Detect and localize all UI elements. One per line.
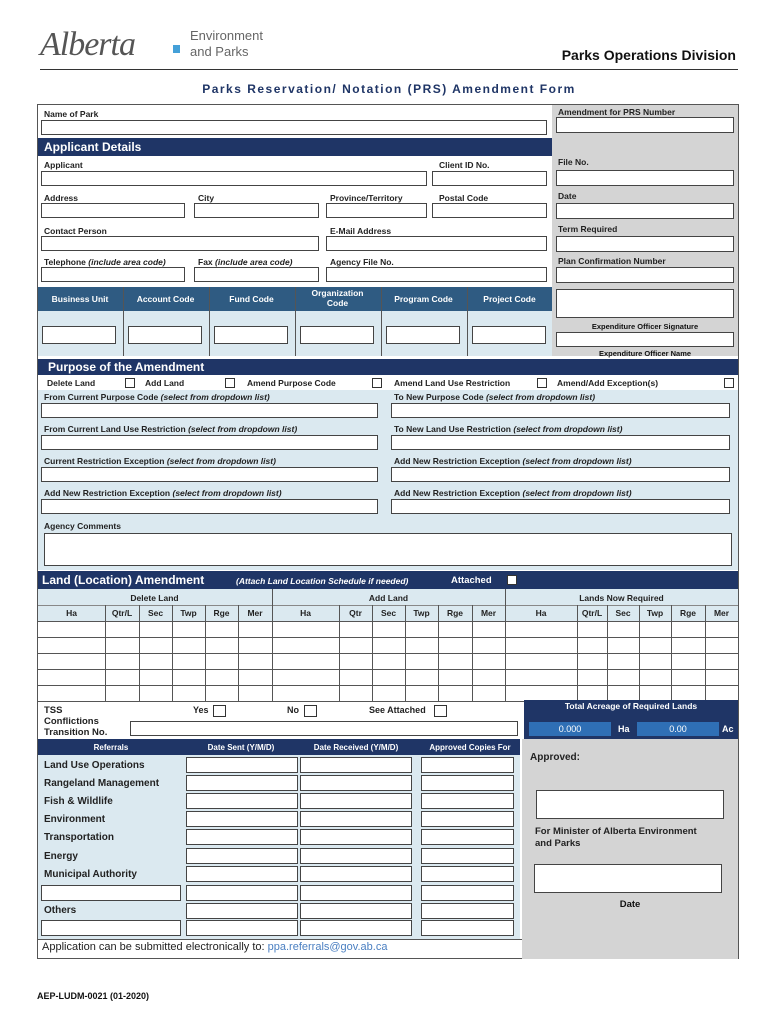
land-grid-col xyxy=(705,605,706,701)
ministry-line2: and Parks xyxy=(190,44,249,59)
date-received-field[interactable] xyxy=(300,829,412,845)
transition-field[interactable] xyxy=(130,721,518,736)
applicant-field[interactable] xyxy=(41,171,427,186)
account-code-header: Account Code xyxy=(136,294,195,304)
land-section-title: Land (Location) Amendment xyxy=(42,573,205,587)
col-header: Sec xyxy=(380,608,397,618)
email-field[interactable] xyxy=(326,236,547,251)
fax-text: Fax xyxy=(198,257,213,267)
col-header: Mer xyxy=(247,608,263,618)
city-field[interactable] xyxy=(194,203,319,218)
coding-divider xyxy=(381,287,382,356)
fax-label xyxy=(198,257,293,267)
current-exception-text: Current Restriction Exception xyxy=(44,456,165,466)
to-restriction-label xyxy=(394,424,622,434)
referral-label: Environment xyxy=(44,814,106,825)
land-grid-col xyxy=(139,605,140,701)
applicant-section-title: Applicant Details xyxy=(44,140,142,154)
add-land-checkbox[interactable] xyxy=(225,378,235,388)
amend-purpose-label: Amend Purpose Code xyxy=(247,378,336,388)
approved-copies-field[interactable] xyxy=(421,757,514,773)
date-sent-field[interactable] xyxy=(186,811,298,827)
land-grid-line xyxy=(38,653,738,654)
referrals-header: Referrals xyxy=(93,743,129,752)
approval-date-label: Date xyxy=(619,899,641,910)
exp-name-label: Expenditure Officer Name xyxy=(598,349,692,358)
approved-copies-field[interactable] xyxy=(421,903,514,919)
approved-copies-field[interactable] xyxy=(421,885,514,901)
delete-land-group-header: Delete Land xyxy=(130,593,179,603)
see-attached-label: See Attached xyxy=(369,705,426,715)
date-sent-field[interactable] xyxy=(186,793,298,809)
from-purpose-label xyxy=(44,392,270,402)
total-acreage-label: Total Acreage of Required Lands xyxy=(564,701,698,711)
referral-custom-field[interactable] xyxy=(41,920,181,936)
add-exception-select-2[interactable] xyxy=(41,499,378,514)
coding-divider xyxy=(123,287,124,356)
add-exception-text: Add New Restriction Exception xyxy=(394,488,521,498)
land-grid-line xyxy=(38,621,738,622)
approved-copies-field[interactable] xyxy=(421,775,514,791)
land-grid-col xyxy=(205,605,206,701)
address-field[interactable] xyxy=(41,203,185,218)
date-sent-field[interactable] xyxy=(186,920,298,936)
approval-panel xyxy=(522,739,738,959)
agency-comments-label: Agency Comments xyxy=(44,521,121,531)
fax-hint: (include area code) xyxy=(215,257,293,267)
alberta-logo xyxy=(40,26,290,70)
date-received-field[interactable] xyxy=(300,866,412,882)
client-id-label: Client ID No. xyxy=(439,160,490,170)
tss-no-checkbox[interactable] xyxy=(304,705,317,717)
postal-field[interactable] xyxy=(432,203,547,218)
project-code-field[interactable] xyxy=(472,326,546,344)
exp-signature-label: Expenditure Officer Signature xyxy=(591,322,699,331)
from-restriction-label xyxy=(44,424,297,434)
form-number: AEP-LUDM-0021 (01-2020) xyxy=(37,991,150,1001)
col-header: Mer xyxy=(713,608,730,618)
col-header: Sec xyxy=(615,608,631,618)
logo-wordmark: Alberta xyxy=(40,26,135,63)
date-received-field[interactable] xyxy=(300,920,412,936)
prs-number-label: Amendment for PRS Number xyxy=(558,107,676,117)
date-received-field[interactable] xyxy=(300,775,412,791)
for-minister-line1: For Minister of Alberta Environment xyxy=(535,826,697,837)
col-header: Rge xyxy=(446,608,464,618)
col-header: Twp xyxy=(180,608,197,618)
land-grid-col xyxy=(372,605,373,701)
approved-copies-field[interactable] xyxy=(421,811,514,827)
submit-line xyxy=(42,941,387,953)
land-grid-col xyxy=(272,589,273,701)
approval-date-field[interactable] xyxy=(534,864,722,893)
exp-signature-field[interactable] xyxy=(556,289,734,318)
land-attached-checkbox[interactable] xyxy=(507,575,517,585)
land-grid-line xyxy=(38,637,738,638)
col-header: Qtr xyxy=(349,608,362,618)
to-purpose-label xyxy=(394,392,595,402)
see-attached-checkbox[interactable] xyxy=(434,705,447,717)
agency-comments-field[interactable] xyxy=(44,533,732,566)
from-purpose-select[interactable] xyxy=(41,403,378,418)
agency-file-label: Agency File No. xyxy=(330,257,394,267)
add-exception-label-1 xyxy=(394,456,632,466)
total-ha-value: 0.000 xyxy=(529,722,611,736)
delete-land-label: Delete Land xyxy=(47,378,96,388)
col-header: Rge xyxy=(679,608,697,618)
current-exception-label xyxy=(44,456,276,466)
tss-yes-checkbox[interactable] xyxy=(213,705,226,717)
amend-exception-checkbox[interactable] xyxy=(724,378,734,388)
land-grid-col xyxy=(238,605,239,701)
logo-mark-icon xyxy=(173,45,180,53)
submit-text: Application can be submitted electronically to: xyxy=(42,941,265,953)
add-exception-select-1[interactable] xyxy=(391,467,730,482)
total-ha-unit: Ha xyxy=(618,724,630,734)
land-grid-col xyxy=(105,605,106,701)
business-unit-header: Business Unit xyxy=(51,294,109,304)
telephone-hint: (include area code) xyxy=(88,257,166,267)
land-grid-line xyxy=(38,669,738,670)
org-code-header-2: Code xyxy=(326,298,349,308)
date-sent-field[interactable] xyxy=(186,903,298,919)
referral-label: Others xyxy=(44,905,77,916)
col-header: Qtr/L xyxy=(581,608,603,618)
total-ac-unit: Ac xyxy=(722,724,734,734)
land-grid-body[interactable] xyxy=(38,621,738,701)
fund-code-header: Fund Code xyxy=(229,294,274,304)
fund-code-field[interactable] xyxy=(214,326,288,344)
referral-label: Municipal Authority xyxy=(44,869,137,880)
file-no-label: File No. xyxy=(558,157,589,167)
dropdown-hint: (select from dropdown list) xyxy=(522,456,632,466)
to-purpose-select[interactable] xyxy=(391,403,730,418)
col-header: Ha xyxy=(300,608,311,618)
address-label: Address xyxy=(44,193,79,203)
date-sent-header: Date Sent (Y/M/D) xyxy=(207,743,275,752)
referral-custom-field[interactable] xyxy=(41,885,181,901)
telephone-label xyxy=(44,257,166,267)
ministry-line1: Environment xyxy=(190,28,263,43)
land-grid-col xyxy=(472,605,473,701)
dropdown-hint: (select from dropdown list) xyxy=(166,456,276,466)
land-grid-col xyxy=(172,605,173,701)
date-field[interactable] xyxy=(556,203,734,219)
land-grid-col xyxy=(577,605,578,701)
dropdown-hint: (select from dropdown list) xyxy=(522,488,632,498)
land-grid-col xyxy=(607,605,608,701)
contact-field[interactable] xyxy=(41,236,319,251)
land-grid-col xyxy=(505,589,506,701)
approved-copies-field[interactable] xyxy=(421,920,514,936)
approved-copies-field[interactable] xyxy=(421,829,514,845)
dropdown-hint: (select from dropdown list) xyxy=(188,424,298,434)
business-unit-field[interactable] xyxy=(42,326,116,344)
division-title: Parks Operations Division xyxy=(561,47,736,63)
tss-label: TSS xyxy=(44,705,63,716)
add-exception-label-3 xyxy=(394,488,632,498)
add-exception-select-3[interactable] xyxy=(391,499,730,514)
land-grid-col xyxy=(405,605,406,701)
lands-now-group-header: Lands Now Required xyxy=(579,593,664,603)
fax-field[interactable] xyxy=(194,267,319,282)
referral-label: Transportation xyxy=(44,832,115,843)
total-ac-value: 0.00 xyxy=(637,722,719,736)
to-restriction-select[interactable] xyxy=(391,435,730,450)
dropdown-hint: (select from dropdown list) xyxy=(513,424,623,434)
telephone-field[interactable] xyxy=(41,267,185,282)
coding-divider xyxy=(295,287,296,356)
telephone-text: Telephone xyxy=(44,257,86,267)
referral-label: Fish & Wildlife xyxy=(44,796,113,807)
file-no-field[interactable] xyxy=(556,170,734,186)
no-label: No xyxy=(287,705,299,715)
approved-copies-field[interactable] xyxy=(421,866,514,882)
submit-divider xyxy=(38,939,522,940)
project-code-header: Project Code xyxy=(483,294,536,304)
purpose-section-title: Purpose of the Amendment xyxy=(48,360,205,374)
email-label: E-Mail Address xyxy=(330,226,392,236)
applicant-label: Applicant xyxy=(44,160,83,170)
to-restriction-text: To New Land Use Restriction xyxy=(394,424,511,434)
postal-label: Postal Code xyxy=(439,193,489,203)
land-grid-col xyxy=(339,605,340,701)
col-header: Mer xyxy=(480,608,497,618)
submit-email-link[interactable]: ppa.referrals@gov.ab.ca xyxy=(267,941,388,953)
province-field[interactable] xyxy=(326,203,427,218)
from-purpose-text: From Current Purpose Code xyxy=(44,392,159,402)
amend-restriction-label: Amend Land Use Restriction xyxy=(394,378,511,388)
date-label: Date xyxy=(558,191,577,201)
date-received-field[interactable] xyxy=(300,793,412,809)
amend-restriction-checkbox[interactable] xyxy=(537,378,547,388)
approved-copies-header: Approved Copies For xyxy=(429,743,511,752)
term-label: Term Required xyxy=(558,224,618,234)
land-grid-col xyxy=(671,605,672,701)
add-land-group-header: Add Land xyxy=(368,593,409,603)
approved-copies-field[interactable] xyxy=(421,793,514,809)
client-id-field[interactable] xyxy=(432,171,547,186)
for-minister-line2: and Parks xyxy=(535,838,581,849)
from-restriction-text: From Current Land Use Restriction xyxy=(44,424,186,434)
from-restriction-select[interactable] xyxy=(41,435,378,450)
col-header: Ha xyxy=(66,608,77,618)
land-grid-line xyxy=(38,605,738,606)
date-sent-field[interactable] xyxy=(186,885,298,901)
col-header: Qtr/L xyxy=(111,608,133,618)
referral-label: Energy xyxy=(44,851,78,862)
dropdown-hint: (select from dropdown list) xyxy=(485,392,596,402)
header-rule xyxy=(40,69,738,70)
add-exception-text: Add New Restriction Exception xyxy=(394,456,521,466)
referral-label: Rangeland Management xyxy=(44,778,160,789)
dropdown-hint: (select from dropdown list) xyxy=(172,488,282,498)
yes-label: Yes xyxy=(193,705,209,715)
land-section-hint: (Attach Land Location Schedule if needed) xyxy=(236,576,409,586)
org-code-header-1: Organization xyxy=(311,288,364,298)
to-purpose-text: To New Purpose Code xyxy=(394,392,484,402)
land-attached-label: Attached xyxy=(451,575,492,586)
current-exception-select[interactable] xyxy=(41,467,378,482)
approved-copies-field[interactable] xyxy=(421,848,514,864)
date-received-field[interactable] xyxy=(300,811,412,827)
plan-conf-field[interactable] xyxy=(556,267,734,283)
amend-exception-label: Amend/Add Exception(s) xyxy=(557,378,659,388)
date-sent-field[interactable] xyxy=(186,757,298,773)
org-code-field[interactable] xyxy=(300,326,374,344)
land-grid-col xyxy=(438,605,439,701)
add-land-label: Add Land xyxy=(145,378,185,388)
date-received-field[interactable] xyxy=(300,885,412,901)
date-received-field[interactable] xyxy=(300,848,412,864)
amend-purpose-checkbox[interactable] xyxy=(372,378,382,388)
agency-file-field[interactable] xyxy=(326,267,547,282)
date-sent-field[interactable] xyxy=(186,848,298,864)
program-code-header: Program Code xyxy=(394,294,453,304)
conflictions-label: Conflictions xyxy=(44,716,99,727)
date-received-field[interactable] xyxy=(300,903,412,919)
contact-label: Contact Person xyxy=(44,226,107,236)
date-received-field[interactable] xyxy=(300,757,412,773)
col-header: Sec xyxy=(147,608,164,618)
land-grid-line xyxy=(38,685,738,686)
name-of-park-field[interactable] xyxy=(41,120,547,135)
date-received-header: Date Received (Y/M/D) xyxy=(313,743,399,752)
prs-number-field[interactable] xyxy=(556,117,734,133)
exp-name-field[interactable] xyxy=(556,332,734,347)
land-grid-col xyxy=(639,605,640,701)
form-title: Parks Reservation/ Notation (PRS) Amendment Form xyxy=(202,82,576,96)
account-code-field[interactable] xyxy=(128,326,202,344)
col-header: Twp xyxy=(646,608,664,618)
dropdown-hint: (select from dropdown list) xyxy=(160,392,270,402)
col-header: Twp xyxy=(413,608,430,618)
approved-label: Approved: xyxy=(530,752,580,763)
coding-divider xyxy=(467,287,468,356)
city-label: City xyxy=(198,193,215,203)
transition-label: Transition No. xyxy=(44,727,108,738)
add-exception-label-2 xyxy=(44,488,282,498)
name-of-park-label: Name of Park xyxy=(44,109,99,119)
col-header: Ha xyxy=(535,608,547,618)
program-code-field[interactable] xyxy=(386,326,460,344)
date-sent-field[interactable] xyxy=(186,775,298,791)
delete-land-checkbox[interactable] xyxy=(125,378,135,388)
referral-label: Land Use Operations xyxy=(44,760,145,771)
coding-divider xyxy=(209,287,210,356)
col-header: Rge xyxy=(213,608,230,618)
term-field[interactable] xyxy=(556,236,734,252)
date-sent-field[interactable] xyxy=(186,829,298,845)
plan-conf-label: Plan Confirmation Number xyxy=(558,256,666,266)
approval-signature-field[interactable] xyxy=(536,790,724,819)
province-label: Province/Territory xyxy=(330,193,403,203)
date-sent-field[interactable] xyxy=(186,866,298,882)
add-exception-text: Add New Restriction Exception xyxy=(44,488,171,498)
